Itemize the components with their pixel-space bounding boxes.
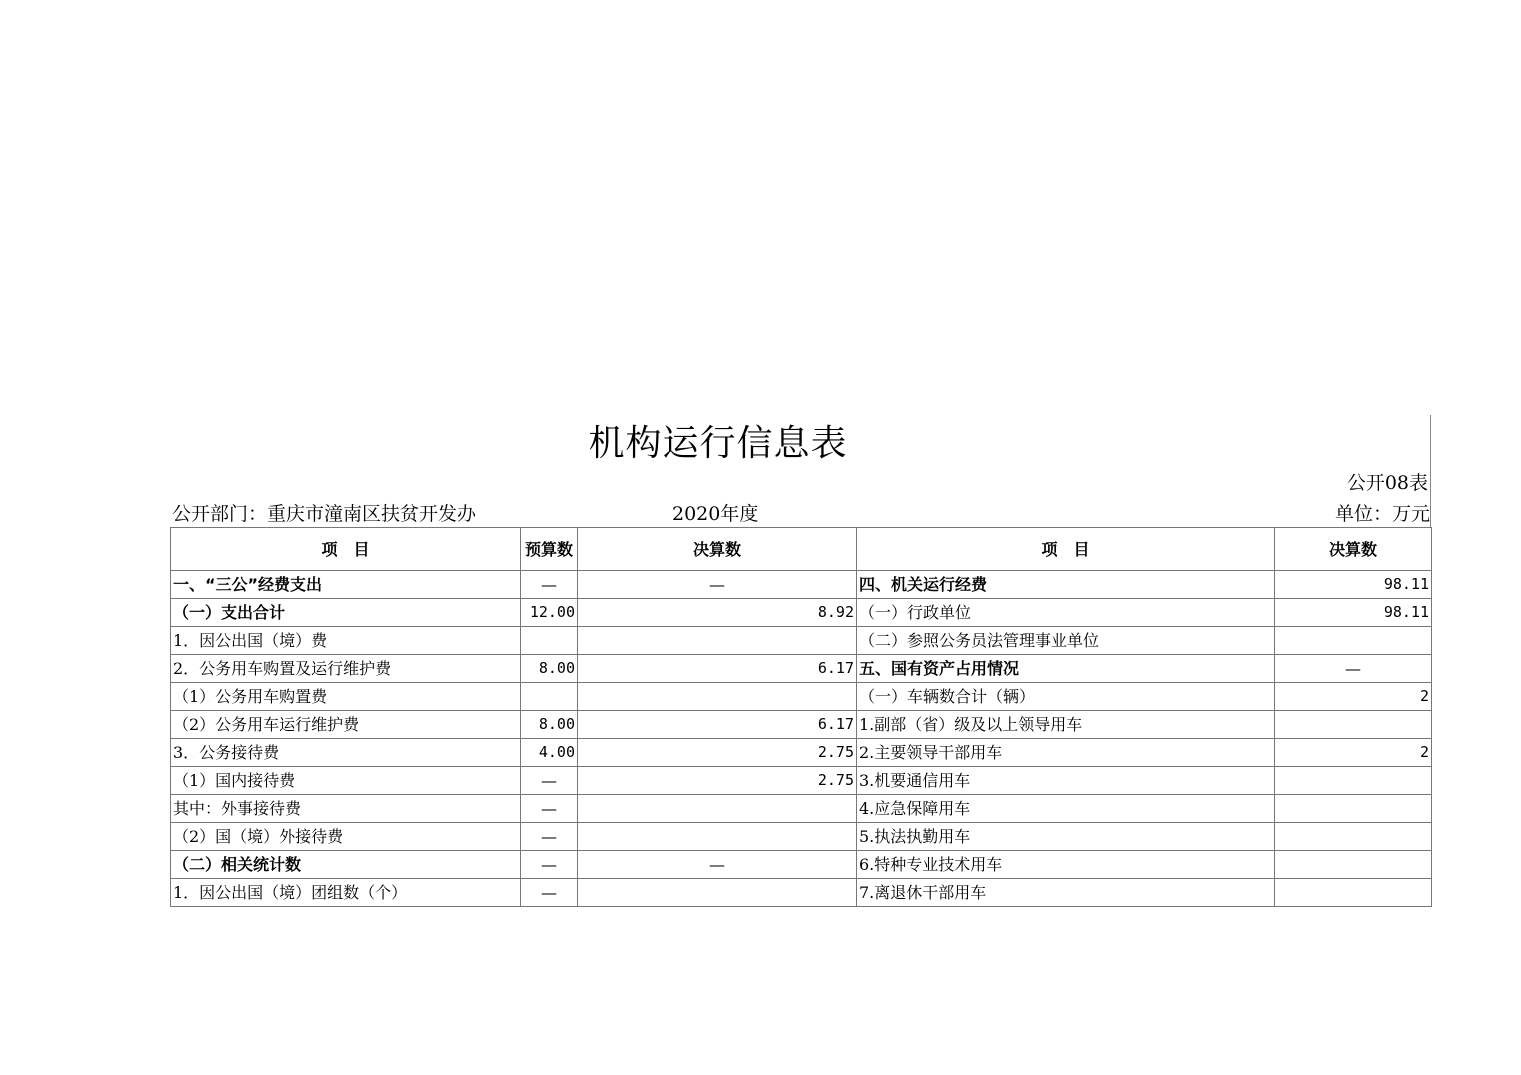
document-title: 机构运行信息表 (588, 423, 848, 464)
table-row (171, 599, 1432, 627)
row-budget: — (521, 571, 578, 599)
row-right-final: 98.11 (1275, 571, 1432, 599)
row-left-item: 3．公务接待费 (171, 739, 521, 767)
row-right-final: 98.11 (1275, 599, 1432, 627)
row-budget: — (521, 767, 578, 795)
row-left-item: （1）国内接待费 (171, 767, 521, 795)
header-budget: 预算数 (521, 528, 578, 571)
table-header-row (171, 528, 1432, 571)
row-final (578, 627, 857, 655)
fiscal-year: 2020年度 (672, 503, 759, 525)
row-budget: 8.00 (521, 711, 578, 739)
row-left-item: （2）公务用车运行维护费 (171, 711, 521, 739)
row-budget: 4.00 (521, 739, 578, 767)
row-right-item: 4.应急保障用车 (857, 795, 1275, 823)
row-left-item: （1）公务用车购置费 (171, 683, 521, 711)
row-budget (521, 683, 578, 711)
header-right-item: 项 目 (857, 528, 1275, 571)
row-right-item: （二）参照公务员法管理事业单位 (857, 627, 1275, 655)
row-budget: 8.00 (521, 655, 578, 683)
row-final (578, 683, 857, 711)
row-final (578, 823, 857, 851)
row-right-item: （一）车辆数合计（辆） (857, 683, 1275, 711)
row-budget: — (521, 823, 578, 851)
table-row (171, 795, 1432, 823)
row-budget: 12.00 (521, 599, 578, 627)
meta-row (172, 500, 1430, 528)
table-row (171, 627, 1432, 655)
row-left-item: 1．因公出国（境）费 (171, 627, 521, 655)
row-right-item: 5.执法执勤用车 (857, 823, 1275, 851)
table-row (171, 823, 1432, 851)
row-final: — (578, 851, 857, 879)
row-right-final (1275, 627, 1432, 655)
row-right-item: 四、机关运行经费 (857, 571, 1275, 599)
row-final: 6.17 (578, 711, 857, 739)
table-row (171, 683, 1432, 711)
row-left-item: （二）相关统计数 (171, 851, 521, 879)
row-budget: — (521, 851, 578, 879)
row-right-final: 2 (1275, 683, 1432, 711)
unit-label: 单位：万元 (1334, 503, 1430, 525)
row-final: 6.17 (578, 655, 857, 683)
row-right-item: 五、国有资产占用情况 (857, 655, 1275, 683)
table-row (171, 879, 1432, 907)
row-right-item: 3.机要通信用车 (857, 767, 1275, 795)
row-right-final: 2 (1275, 739, 1432, 767)
row-right-final: — (1275, 655, 1432, 683)
table-row (171, 767, 1432, 795)
row-budget: — (521, 795, 578, 823)
row-left-item: 1．因公出国（境）团组数（个） (171, 879, 521, 907)
row-budget: — (521, 879, 578, 907)
row-right-final (1275, 879, 1432, 907)
row-right-final (1275, 823, 1432, 851)
row-final: 8.92 (578, 599, 857, 627)
row-right-final (1275, 795, 1432, 823)
header-final-left: 决算数 (578, 528, 857, 571)
row-left-item: （一）支出合计 (171, 599, 521, 627)
row-left-item: 2．公务用车购置及运行维护费 (171, 655, 521, 683)
table-row (171, 571, 1432, 599)
row-final: — (578, 571, 857, 599)
table-row (171, 851, 1432, 879)
row-right-item: （一）行政单位 (857, 599, 1275, 627)
row-left-item: 其中：外事接待费 (171, 795, 521, 823)
department-label: 公开部门：重庆市潼南区扶贫开发办 (172, 503, 477, 525)
row-final (578, 879, 857, 907)
table-row (171, 739, 1432, 767)
row-right-final (1275, 851, 1432, 879)
table-row (171, 655, 1432, 683)
row-final: 2.75 (578, 739, 857, 767)
row-right-final (1275, 711, 1432, 739)
report-table (170, 527, 1432, 907)
table-row (171, 711, 1432, 739)
form-number: 公开08表 (1346, 472, 1428, 494)
row-final (578, 795, 857, 823)
row-budget (521, 627, 578, 655)
row-right-item: 6.特种专业技术用车 (857, 851, 1275, 879)
row-left-item: （2）国（境）外接待费 (171, 823, 521, 851)
row-final: 2.75 (578, 767, 857, 795)
row-right-item: 1.副部（省）级及以上领导用车 (857, 711, 1275, 739)
row-right-item: 7.离退休干部用车 (857, 879, 1275, 907)
row-right-item: 2.主要领导干部用车 (857, 739, 1275, 767)
row-right-final (1275, 767, 1432, 795)
header-left-item: 项 目 (171, 528, 521, 571)
row-left-item: 一、“三公”经费支出 (171, 571, 521, 599)
header-final-right: 决算数 (1275, 528, 1432, 571)
